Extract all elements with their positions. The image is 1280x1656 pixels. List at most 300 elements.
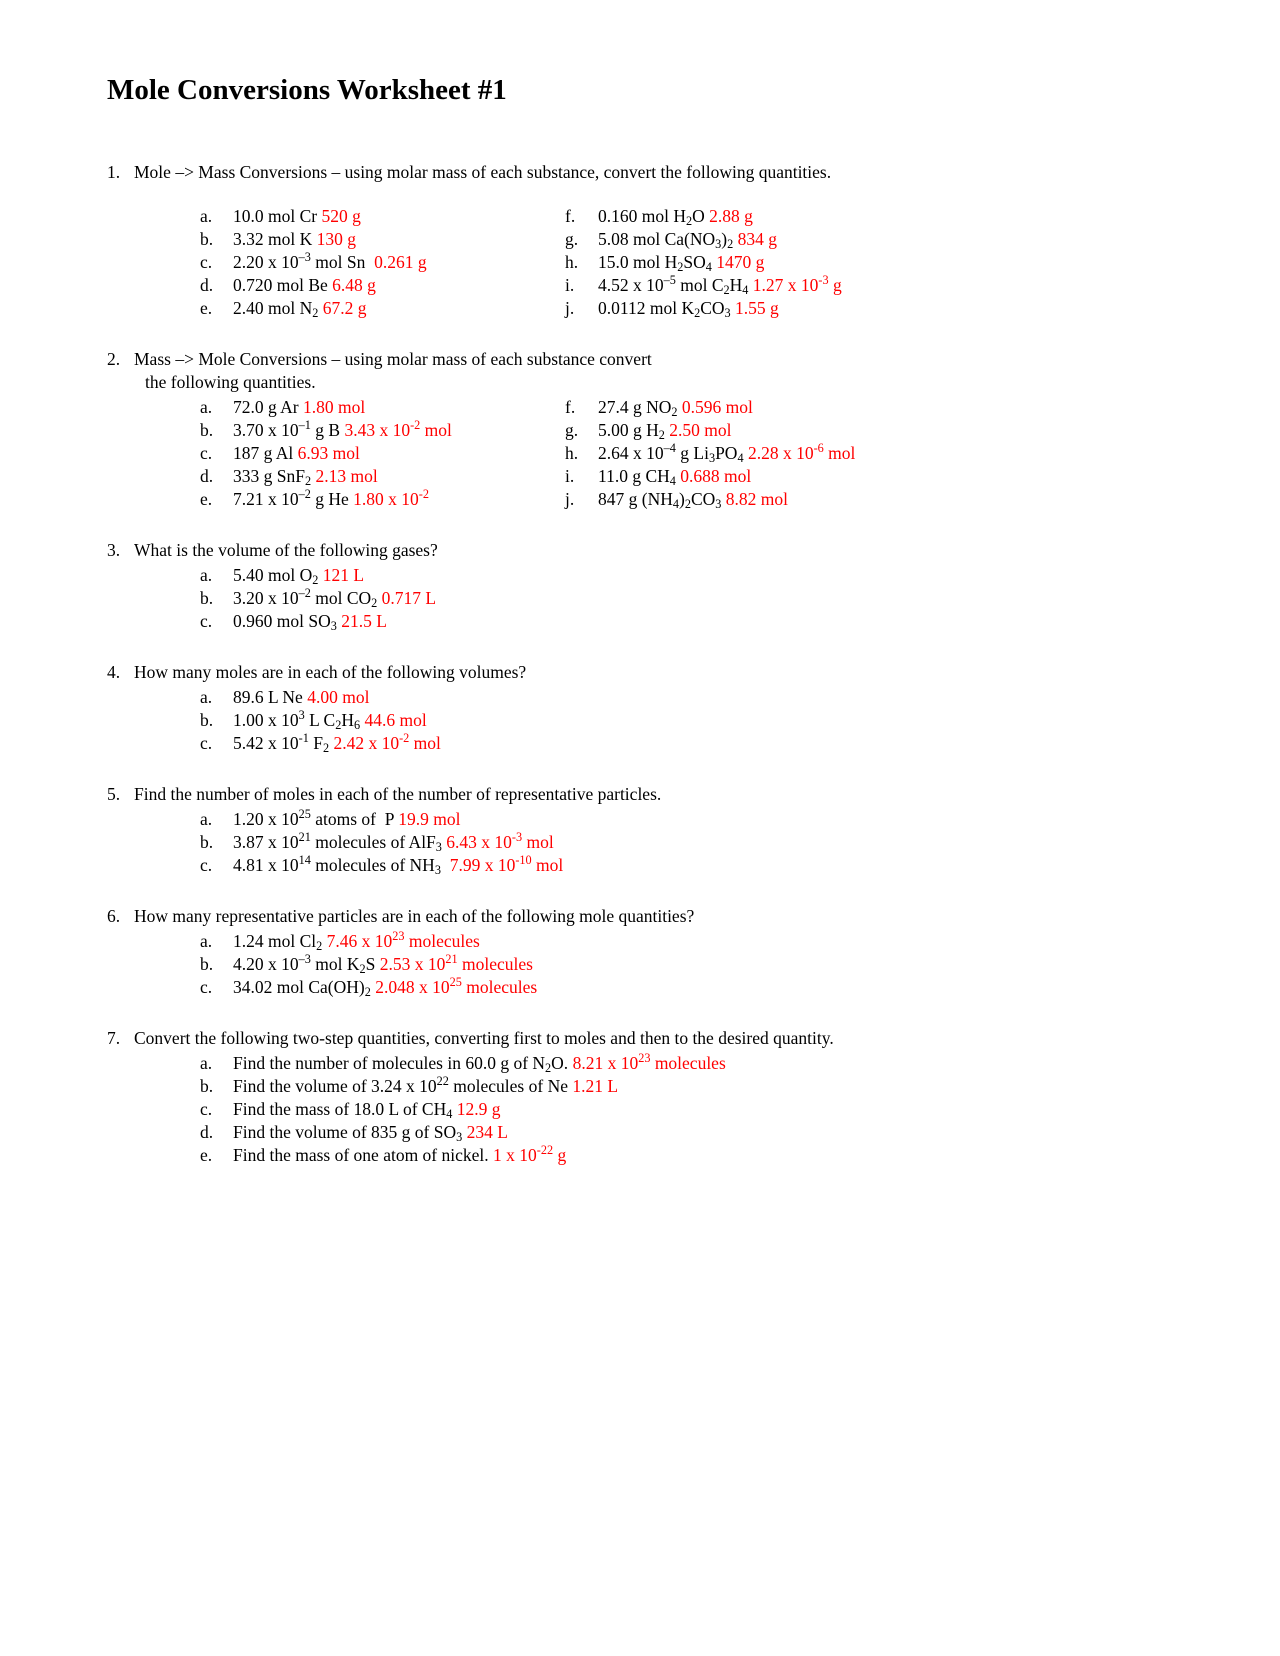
item-label: j.	[565, 489, 575, 509]
answer-text: 1470 g	[716, 252, 765, 272]
question-part: 14	[298, 853, 311, 868]
item-label: h.	[565, 252, 579, 272]
question-items	[200, 564, 1210, 633]
question-part: 5.42 x 10	[233, 733, 299, 753]
question-block	[107, 539, 1210, 633]
question-part: molecules of Ne	[448, 1076, 573, 1096]
answer-text: 6.43 x 10	[446, 832, 512, 852]
answer-text: g	[553, 1145, 567, 1165]
item-label: b.	[200, 832, 214, 852]
question-part: 2	[686, 214, 693, 229]
answer-text: 1.80 x 10	[353, 489, 419, 509]
item-label: f.	[565, 206, 576, 226]
answer-text: molecules	[461, 977, 538, 997]
item-row	[565, 419, 855, 442]
item-row	[200, 465, 565, 488]
answer-text: molecules	[404, 931, 480, 951]
question-part: 0.720 mol Be	[233, 275, 333, 295]
question-part: 11.0 g CH	[598, 466, 670, 486]
question-part: H	[729, 275, 743, 295]
item-content	[233, 686, 369, 709]
question-part: 4	[446, 1107, 453, 1122]
question-part: 5.00 g H	[598, 420, 659, 440]
question-part: –4	[663, 441, 676, 456]
question-part: O	[692, 206, 710, 226]
item-content	[233, 831, 554, 854]
item-row	[200, 228, 565, 251]
item-row	[565, 465, 855, 488]
question-part: 6	[353, 718, 361, 733]
items-column	[200, 930, 1210, 999]
question-part: 3	[435, 840, 442, 855]
question-part: 4.52 x 10	[598, 275, 664, 295]
answer-text: 7.46 x 10	[326, 931, 393, 951]
question-number: 1.	[107, 162, 121, 182]
item-label: a.	[200, 931, 213, 951]
question-part: g B	[310, 420, 345, 440]
item-content	[233, 274, 376, 297]
question-number: 2.	[107, 349, 121, 369]
questions	[107, 161, 1210, 1167]
question-part: 2	[723, 283, 730, 298]
item-content	[233, 709, 427, 732]
item-row	[200, 854, 1210, 877]
question-part: Find the number of molecules in 60.0 g of N	[233, 1053, 546, 1073]
item-label: a.	[200, 1053, 213, 1073]
question-part: 3	[715, 237, 722, 252]
question-part: 3	[724, 306, 731, 321]
answer-text: 8.21 x 10	[572, 1053, 639, 1073]
item-row	[200, 732, 1210, 755]
answer-text: 121 L	[322, 565, 365, 585]
question-part: –2	[298, 586, 311, 601]
item-row	[200, 1052, 1210, 1075]
answer-text: mol	[522, 832, 554, 852]
answer-text: 2.50 mol	[669, 420, 732, 440]
item-row	[200, 930, 1210, 953]
answer-text: 2.53 x 10	[379, 954, 446, 974]
answer-text: -22	[536, 1143, 554, 1158]
item-content	[233, 228, 356, 251]
item-content	[233, 930, 480, 953]
item-label: c.	[200, 611, 213, 631]
question-part: –3	[298, 250, 311, 265]
question-header	[107, 783, 1210, 806]
question-text: Mole –> Mass Conversions – using molar mass of each substance, convert the following quantities.	[134, 162, 832, 182]
item-content	[233, 564, 364, 587]
item-label: b.	[200, 588, 214, 608]
item-row	[565, 488, 855, 511]
answer-text: -3	[511, 830, 523, 845]
item-row	[200, 396, 565, 419]
item-label: e.	[200, 298, 213, 318]
question-part: F	[308, 733, 323, 753]
answer-text: 23	[392, 929, 405, 944]
question-part: 0.0112 mol K	[598, 298, 695, 318]
question-part: 3	[330, 619, 337, 634]
item-content	[598, 274, 842, 297]
item-label: g.	[565, 420, 579, 440]
question-part: 3.32 mol K	[233, 229, 317, 249]
question-items	[200, 205, 1210, 320]
answer-text: 0.596 mol	[681, 397, 753, 417]
items-column	[565, 205, 842, 320]
question-part: 3.87 x 10	[233, 832, 299, 852]
question-part: Find the volume of 835 g of SO	[233, 1122, 457, 1142]
question-items	[200, 686, 1210, 755]
question-header	[107, 348, 1210, 371]
answer-text: molecules	[457, 954, 533, 974]
question-part: 3	[298, 708, 305, 723]
answer-text: 1.55 g	[735, 298, 779, 318]
item-row	[565, 274, 842, 297]
item-label: c.	[200, 855, 213, 875]
item-row	[200, 831, 1210, 854]
question-part: Find the mass of one atom of nickel.	[233, 1145, 494, 1165]
answer-text: 2.28 x 10	[747, 443, 814, 463]
question-header	[107, 905, 1210, 928]
item-label: a.	[200, 397, 213, 417]
item-content	[598, 419, 732, 442]
item-label: c.	[200, 733, 213, 753]
item-content	[233, 442, 360, 465]
item-row	[200, 1121, 1210, 1144]
answer-text: -10	[515, 853, 532, 868]
item-label: d.	[200, 466, 214, 486]
question-part: 22	[436, 1074, 449, 1089]
item-row	[200, 1098, 1210, 1121]
question-number: 6.	[107, 906, 121, 926]
question-header	[107, 1027, 1210, 1050]
item-content	[598, 205, 753, 228]
question-part: mol K	[310, 954, 360, 974]
item-row	[200, 1144, 1210, 1167]
question-part: mol CO	[310, 588, 372, 608]
item-content	[598, 442, 855, 465]
answer-text: 1.80 mol	[303, 397, 366, 417]
question-part: molecules of NH	[310, 855, 435, 875]
item-row	[200, 564, 1210, 587]
answer-text: 8.82 mol	[725, 489, 788, 509]
question-part: CO	[690, 489, 716, 509]
question-part: 3	[434, 863, 441, 878]
question-part: 3	[456, 1130, 463, 1145]
question-part: 2	[322, 741, 330, 756]
item-label: h.	[565, 443, 579, 463]
question-part: 847 g (NH	[598, 489, 673, 509]
item-row	[565, 396, 855, 419]
question-text-continued: the following quantities.	[145, 372, 316, 392]
question-part: 3	[708, 451, 716, 466]
answer-text: -3	[818, 273, 829, 288]
item-content	[233, 610, 387, 633]
page-title: Mole Conversions Worksheet #1	[107, 74, 507, 106]
item-content	[598, 488, 788, 511]
question-part: 72.0 g Ar	[233, 397, 303, 417]
question-text: Convert the following two-step quantities, converting first to moles and then to the desired quantity.	[134, 1028, 834, 1048]
item-content	[598, 297, 779, 320]
question-part: 3.70 x 10	[233, 420, 299, 440]
item-row	[200, 953, 1210, 976]
question-part: 27.4 g NO	[598, 397, 672, 417]
question-part: )	[721, 229, 728, 249]
item-row	[565, 251, 842, 274]
question-part: 2	[694, 306, 701, 321]
question-part: H	[341, 710, 354, 730]
item-label: c.	[200, 977, 213, 997]
question-part: 2	[364, 985, 371, 1000]
answer-text: 1 x 10	[493, 1145, 537, 1165]
item-content	[233, 419, 452, 442]
question-text: What is the volume of the following gases?	[134, 540, 438, 560]
answer-text: 2.13 mol	[315, 466, 378, 486]
question-part: 1.24 mol Cl	[233, 931, 317, 951]
item-label: c.	[200, 252, 213, 272]
answer-text: -2	[418, 487, 429, 502]
item-label: c.	[200, 1099, 213, 1119]
answer-text: 2.048 x 10	[375, 977, 450, 997]
answer-text: 7.99 x 10	[449, 855, 516, 875]
question-part: –5	[663, 273, 676, 288]
question-number: 3.	[107, 540, 121, 560]
item-content	[233, 396, 365, 419]
question-part: 89.6 L Ne	[233, 687, 308, 707]
item-row	[200, 587, 1210, 610]
question-part: 21	[298, 830, 311, 845]
question-part: 4	[672, 497, 679, 512]
question-part: 2	[371, 596, 378, 611]
question-text: Mass –> Mole Conversions – using molar mass of each substance convert	[134, 349, 652, 369]
item-row	[565, 297, 842, 320]
question-part: 34.02 mol Ca(OH)	[233, 977, 365, 997]
answer-text: 0.261 g	[374, 252, 427, 272]
item-label: e.	[200, 1145, 213, 1165]
item-row	[200, 488, 565, 511]
question-number: 5.	[107, 784, 121, 804]
item-content	[233, 953, 533, 976]
item-content	[233, 1052, 726, 1075]
question-part: g Li	[675, 443, 709, 463]
item-content	[598, 251, 764, 274]
item-label: a.	[200, 687, 213, 707]
item-content	[233, 976, 537, 999]
question-part: 0.160 mol H	[598, 206, 686, 226]
answer-text: 130 g	[316, 229, 356, 249]
question-part: 3.20 x 10	[233, 588, 299, 608]
answer-text: -2	[410, 418, 421, 433]
question-text: Find the number of moles in each of the number of representative particles.	[134, 784, 662, 804]
question-part: )	[678, 489, 685, 509]
question-part: 2	[684, 497, 691, 512]
items-column	[200, 686, 1210, 755]
item-label: b.	[200, 229, 214, 249]
item-row	[200, 419, 565, 442]
question-part: PO	[715, 443, 738, 463]
question-part: 2	[658, 428, 665, 443]
question-part: -1	[298, 731, 309, 746]
question-part: 4	[737, 451, 744, 466]
question-part: –1	[298, 418, 311, 433]
answer-text: 67.2 g	[322, 298, 367, 318]
question-text: How many moles are in each of the following volumes?	[134, 662, 527, 682]
question-items	[200, 1052, 1210, 1167]
question-header	[107, 161, 1210, 184]
question-part: 5.40 mol O	[233, 565, 313, 585]
question-part: 25	[298, 807, 311, 822]
item-label: b.	[200, 1076, 214, 1096]
item-label: d.	[200, 1122, 214, 1142]
question-part: Find the volume of 3.24 x 10	[233, 1076, 437, 1096]
item-label: f.	[565, 397, 576, 417]
question-part: –2	[298, 487, 311, 502]
question-part: 4	[742, 283, 749, 298]
item-label: a.	[200, 565, 213, 585]
answer-text: 234 L	[466, 1122, 508, 1142]
answer-text: molecules	[650, 1053, 726, 1073]
item-content	[233, 488, 429, 511]
question-part: 10.0 mol Cr	[233, 206, 322, 226]
question-items	[200, 930, 1210, 999]
item-row	[200, 442, 565, 465]
items-column	[200, 808, 1210, 877]
answer-text: 6.93 mol	[297, 443, 360, 463]
items-column	[200, 205, 565, 320]
question-part: 2	[359, 962, 366, 977]
question-block	[107, 661, 1210, 755]
item-content	[233, 587, 436, 610]
question-block	[107, 348, 1210, 511]
item-row	[200, 686, 1210, 709]
answer-text: 19.9 mol	[398, 809, 461, 829]
question-part: 2	[304, 474, 312, 489]
answer-text: 23	[638, 1051, 651, 1066]
question-header	[107, 539, 1210, 562]
items-column	[200, 564, 1210, 633]
item-row	[200, 808, 1210, 831]
items-column	[200, 396, 565, 511]
item-content	[233, 1121, 508, 1144]
item-label: d.	[200, 275, 214, 295]
question-part: 333 g SnF	[233, 466, 305, 486]
question-part: 3	[715, 497, 722, 512]
item-row	[565, 205, 842, 228]
question-part: mol C	[675, 275, 724, 295]
items-column	[565, 396, 855, 511]
answer-text: mol	[531, 855, 564, 875]
question-number: 4.	[107, 662, 121, 682]
items-column	[200, 1052, 1210, 1167]
question-part: 15.0 mol H	[598, 252, 678, 272]
answer-text: 0.717 L	[381, 588, 437, 608]
item-content	[233, 732, 441, 755]
question-part: O.	[551, 1053, 573, 1073]
answer-text: 2.88 g	[709, 206, 753, 226]
item-label: b.	[200, 420, 214, 440]
question-part: 4.81 x 10	[233, 855, 299, 875]
question-part: 2.64 x 10	[598, 443, 664, 463]
question-part: g He	[310, 489, 354, 509]
item-label: i.	[565, 466, 575, 486]
item-content	[233, 1144, 566, 1167]
question-part: molecules of AlF	[310, 832, 436, 852]
answer-text: 2.42 x 10	[333, 733, 400, 753]
item-content	[233, 251, 427, 274]
answer-text: -6	[813, 441, 824, 456]
item-row	[200, 709, 1210, 732]
answer-text: 4.00 mol	[307, 687, 370, 707]
item-content	[233, 1075, 618, 1098]
item-label: b.	[200, 954, 214, 974]
question-part: S	[365, 954, 380, 974]
item-label: c.	[200, 443, 213, 463]
question-part: 2	[677, 260, 684, 275]
question-part: 2	[316, 939, 323, 954]
item-row	[565, 442, 855, 465]
question-text: How many representative particles are in each of the following mole quantities?	[134, 906, 695, 926]
question-part: 1.00 x 10	[233, 710, 299, 730]
question-block	[107, 1027, 1210, 1167]
item-label: g.	[565, 229, 579, 249]
answer-text: 3.43 x 10	[344, 420, 411, 440]
answer-text: mol	[409, 733, 441, 753]
item-row	[200, 297, 565, 320]
item-label: b.	[200, 710, 214, 730]
question-part: 2	[727, 237, 734, 252]
item-content	[598, 228, 777, 251]
question-header	[107, 661, 1210, 684]
question-part: 2.20 x 10	[233, 252, 299, 272]
question-number: 7.	[107, 1028, 121, 1048]
item-label: i.	[565, 275, 575, 295]
question-part: 187 g Al	[233, 443, 298, 463]
question-items	[200, 396, 1210, 511]
item-label: a.	[200, 809, 213, 829]
item-row	[200, 251, 565, 274]
item-content	[233, 1098, 500, 1121]
question-block	[107, 161, 1210, 320]
question-block	[107, 783, 1210, 877]
question-part: SO	[683, 252, 706, 272]
question-block	[107, 905, 1210, 999]
item-label: a.	[200, 206, 213, 226]
question-part	[441, 855, 450, 875]
question-part: 2	[335, 718, 342, 733]
question-part: 7.21 x 10	[233, 489, 299, 509]
question-part: 0.960 mol SO	[233, 611, 331, 631]
answer-text: -2	[399, 731, 410, 746]
answer-text: 21.5 L	[341, 611, 387, 631]
question-part: 2	[312, 306, 319, 321]
question-part: mol Sn	[310, 252, 375, 272]
item-row	[565, 228, 842, 251]
question-part: L C	[304, 710, 336, 730]
question-part: Find the mass of 18.0 L of CH	[233, 1099, 447, 1119]
question-part: atoms of P	[310, 809, 399, 829]
answer-text: mol	[823, 443, 856, 463]
item-content	[233, 297, 367, 320]
item-content	[233, 808, 460, 831]
item-content	[598, 465, 751, 488]
question-part: 4	[705, 260, 712, 275]
answer-text: 6.48 g	[332, 275, 376, 295]
item-row	[200, 976, 1210, 999]
question-items	[200, 808, 1210, 877]
answer-text: mol	[420, 420, 452, 440]
answer-text: 1.27 x 10	[752, 275, 819, 295]
question-part: 2.40 mol N	[233, 298, 313, 318]
item-row	[200, 205, 565, 228]
answer-text: 0.688 mol	[680, 466, 752, 486]
